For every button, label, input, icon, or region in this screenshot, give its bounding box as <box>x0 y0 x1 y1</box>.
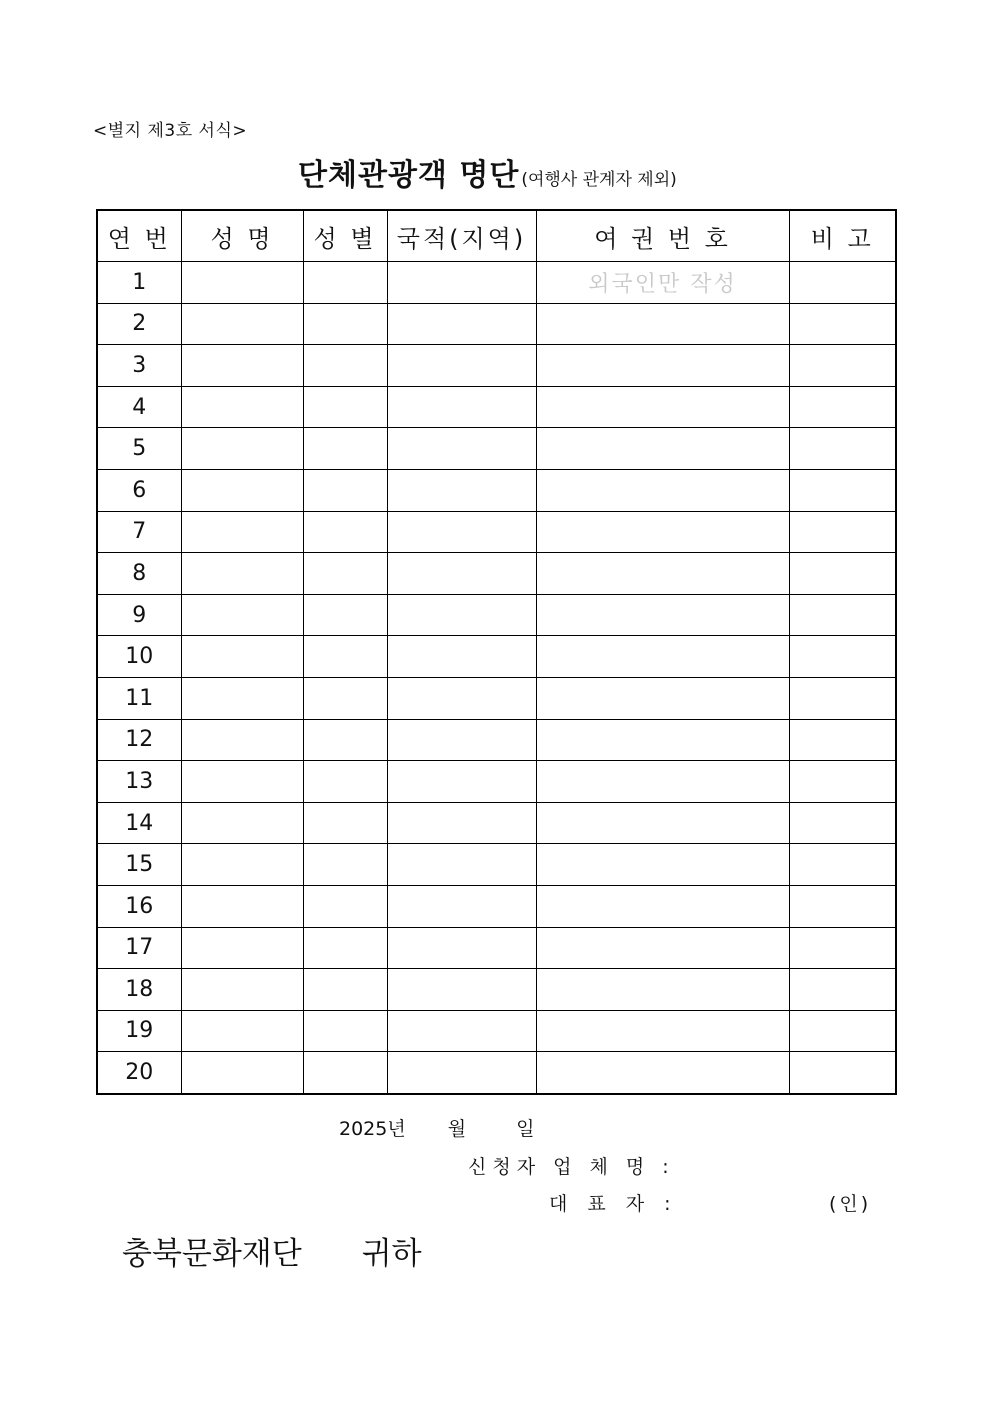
cell-nationality[interactable] <box>387 677 536 719</box>
cell-remarks[interactable] <box>789 511 896 553</box>
cell-name[interactable] <box>181 428 303 470</box>
cell-passport-number[interactable] <box>536 677 789 719</box>
cell-serial-no: 7 <box>97 511 181 553</box>
seal-mark: (인) <box>829 1193 872 1215</box>
cell-name[interactable] <box>181 1010 303 1052</box>
cell-remarks[interactable] <box>789 594 896 636</box>
cell-remarks[interactable] <box>789 345 896 387</box>
cell-name[interactable] <box>181 303 303 345</box>
cell-remarks[interactable] <box>789 469 896 511</box>
cell-passport-number[interactable] <box>536 761 789 803</box>
cell-gender[interactable] <box>303 303 387 345</box>
cell-name[interactable] <box>181 469 303 511</box>
cell-nationality[interactable] <box>387 594 536 636</box>
cell-name[interactable] <box>181 885 303 927</box>
cell-nationality[interactable] <box>387 553 536 595</box>
cell-gender[interactable] <box>303 677 387 719</box>
cell-name[interactable] <box>181 1052 303 1094</box>
cell-serial-no: 4 <box>97 386 181 428</box>
date-year: 2025년 <box>339 1118 406 1140</box>
table-row <box>97 428 896 470</box>
cell-remarks[interactable] <box>789 802 896 844</box>
cell-remarks[interactable] <box>789 885 896 927</box>
cell-remarks[interactable] <box>789 553 896 595</box>
cell-name[interactable] <box>181 677 303 719</box>
cell-gender[interactable] <box>303 511 387 553</box>
cell-gender[interactable] <box>303 1010 387 1052</box>
cell-serial-no: 11 <box>97 677 181 719</box>
cell-passport-number[interactable] <box>536 927 789 969</box>
cell-passport-number[interactable] <box>536 802 789 844</box>
recipient-line <box>122 1228 422 1273</box>
representative-label: 대 표 자 : <box>549 1193 678 1215</box>
cell-name[interactable] <box>181 262 303 304</box>
cell-passport-number[interactable] <box>536 719 789 761</box>
cell-gender[interactable] <box>303 428 387 470</box>
table-row <box>97 761 896 803</box>
cell-serial-no: 8 <box>97 553 181 595</box>
cell-nationality[interactable] <box>387 469 536 511</box>
header-serial-no: 연 번 <box>97 210 181 262</box>
cell-gender[interactable] <box>303 719 387 761</box>
cell-name[interactable] <box>181 594 303 636</box>
table-row <box>97 303 896 345</box>
passport-hint[interactable]: 외국인만 작성 <box>536 262 789 304</box>
cell-nationality[interactable] <box>387 802 536 844</box>
cell-name[interactable] <box>181 719 303 761</box>
cell-serial-no: 17 <box>97 927 181 969</box>
cell-passport-number[interactable] <box>536 386 789 428</box>
cell-passport-number[interactable] <box>536 469 789 511</box>
cell-nationality[interactable] <box>387 1010 536 1052</box>
cell-nationality[interactable] <box>387 262 536 304</box>
table-row <box>97 719 896 761</box>
cell-nationality[interactable] <box>387 428 536 470</box>
cell-remarks[interactable] <box>789 262 896 304</box>
header-name: 성 명 <box>181 210 303 262</box>
cell-remarks[interactable] <box>789 386 896 428</box>
date-line <box>339 1114 535 1141</box>
table-row <box>97 1052 896 1094</box>
cell-serial-no: 10 <box>97 636 181 678</box>
form-number: <별지 제3호 서식> <box>93 121 248 141</box>
roster-body <box>97 262 896 1094</box>
cell-passport-number[interactable] <box>536 511 789 553</box>
cell-passport-number[interactable] <box>536 969 789 1011</box>
cell-remarks[interactable] <box>789 1010 896 1052</box>
cell-passport-number[interactable] <box>536 1052 789 1094</box>
cell-name[interactable] <box>181 761 303 803</box>
cell-nationality[interactable] <box>387 386 536 428</box>
cell-nationality[interactable] <box>387 719 536 761</box>
cell-gender[interactable] <box>303 636 387 678</box>
cell-passport-number[interactable] <box>536 1010 789 1052</box>
table-header-row <box>97 210 896 262</box>
cell-passport-number[interactable] <box>536 428 789 470</box>
cell-serial-no: 19 <box>97 1010 181 1052</box>
cell-name[interactable] <box>181 345 303 387</box>
table-row <box>97 969 896 1011</box>
roster-table <box>96 209 897 1095</box>
cell-remarks[interactable] <box>789 844 896 886</box>
cell-gender[interactable] <box>303 844 387 886</box>
cell-passport-number[interactable] <box>536 885 789 927</box>
cell-serial-no: 14 <box>97 802 181 844</box>
cell-remarks[interactable] <box>789 428 896 470</box>
cell-nationality[interactable] <box>387 1052 536 1094</box>
cell-serial-no: 18 <box>97 969 181 1011</box>
cell-remarks[interactable] <box>789 927 896 969</box>
cell-gender[interactable] <box>303 761 387 803</box>
cell-remarks[interactable] <box>789 761 896 803</box>
cell-gender[interactable] <box>303 927 387 969</box>
cell-serial-no: 9 <box>97 594 181 636</box>
header-gender: 성 별 <box>303 210 387 262</box>
cell-gender[interactable] <box>303 969 387 1011</box>
table-row <box>97 553 896 595</box>
table-row <box>97 802 896 844</box>
cell-serial-no: 12 <box>97 719 181 761</box>
cell-serial-no: 3 <box>97 345 181 387</box>
cell-name[interactable] <box>181 802 303 844</box>
cell-name[interactable] <box>181 511 303 553</box>
cell-name[interactable] <box>181 844 303 886</box>
cell-remarks[interactable] <box>789 677 896 719</box>
cell-gender[interactable] <box>303 345 387 387</box>
cell-nationality[interactable] <box>387 844 536 886</box>
cell-gender[interactable] <box>303 553 387 595</box>
cell-passport-number[interactable] <box>536 345 789 387</box>
cell-nationality[interactable] <box>387 761 536 803</box>
cell-remarks[interactable] <box>789 719 896 761</box>
table-row <box>97 594 896 636</box>
applicant-company-label: 신청자 업 체 명 : <box>468 1156 675 1178</box>
table-row <box>97 1010 896 1052</box>
table-row <box>97 511 896 553</box>
cell-gender[interactable] <box>303 594 387 636</box>
table-row <box>97 262 896 304</box>
cell-passport-number[interactable] <box>536 636 789 678</box>
cell-serial-no: 16 <box>97 885 181 927</box>
title-main: 단체관광객 명단 <box>298 158 520 193</box>
cell-remarks[interactable] <box>789 1052 896 1094</box>
cell-name[interactable] <box>181 386 303 428</box>
cell-nationality[interactable] <box>387 511 536 553</box>
cell-passport-number[interactable] <box>536 553 789 595</box>
cell-passport-number[interactable] <box>536 844 789 886</box>
cell-passport-number[interactable] <box>536 594 789 636</box>
page-title <box>298 150 677 194</box>
title-subtitle: (여행사 관계자 제외) <box>521 170 677 190</box>
cell-gender[interactable] <box>303 1052 387 1094</box>
cell-nationality[interactable] <box>387 885 536 927</box>
cell-serial-no: 15 <box>97 844 181 886</box>
cell-serial-no: 20 <box>97 1052 181 1094</box>
cell-name[interactable] <box>181 553 303 595</box>
cell-name[interactable] <box>181 636 303 678</box>
cell-remarks[interactable] <box>789 636 896 678</box>
header-nationality: 국적(지역) <box>387 210 536 262</box>
cell-name[interactable] <box>181 927 303 969</box>
recipient-name: 충북문화재단 <box>122 1236 302 1272</box>
cell-gender[interactable] <box>303 469 387 511</box>
table-row <box>97 885 896 927</box>
table-row <box>97 386 896 428</box>
cell-nationality[interactable] <box>387 303 536 345</box>
cell-serial-no: 5 <box>97 428 181 470</box>
cell-remarks[interactable] <box>789 303 896 345</box>
cell-nationality[interactable] <box>387 636 536 678</box>
cell-nationality[interactable] <box>387 345 536 387</box>
cell-gender[interactable] <box>303 386 387 428</box>
cell-gender[interactable] <box>303 262 387 304</box>
date-month: 월 <box>447 1118 467 1140</box>
table-row <box>97 469 896 511</box>
cell-nationality[interactable] <box>387 969 536 1011</box>
cell-passport-number[interactable] <box>536 303 789 345</box>
cell-gender[interactable] <box>303 802 387 844</box>
cell-serial-no: 6 <box>97 469 181 511</box>
date-day: 일 <box>516 1118 535 1140</box>
cell-remarks[interactable] <box>789 969 896 1011</box>
cell-serial-no: 1 <box>97 262 181 304</box>
table-row <box>97 844 896 886</box>
table-row <box>97 636 896 678</box>
table-row <box>97 677 896 719</box>
header-remarks: 비 고 <box>789 210 896 262</box>
cell-gender[interactable] <box>303 885 387 927</box>
table-row <box>97 345 896 387</box>
header-passport-number: 여 권 번 호 <box>536 210 789 262</box>
table-row <box>97 927 896 969</box>
cell-serial-no: 2 <box>97 303 181 345</box>
cell-name[interactable] <box>181 969 303 1011</box>
cell-serial-no: 13 <box>97 761 181 803</box>
recipient-honorific: 귀하 <box>361 1236 422 1272</box>
cell-nationality[interactable] <box>387 927 536 969</box>
